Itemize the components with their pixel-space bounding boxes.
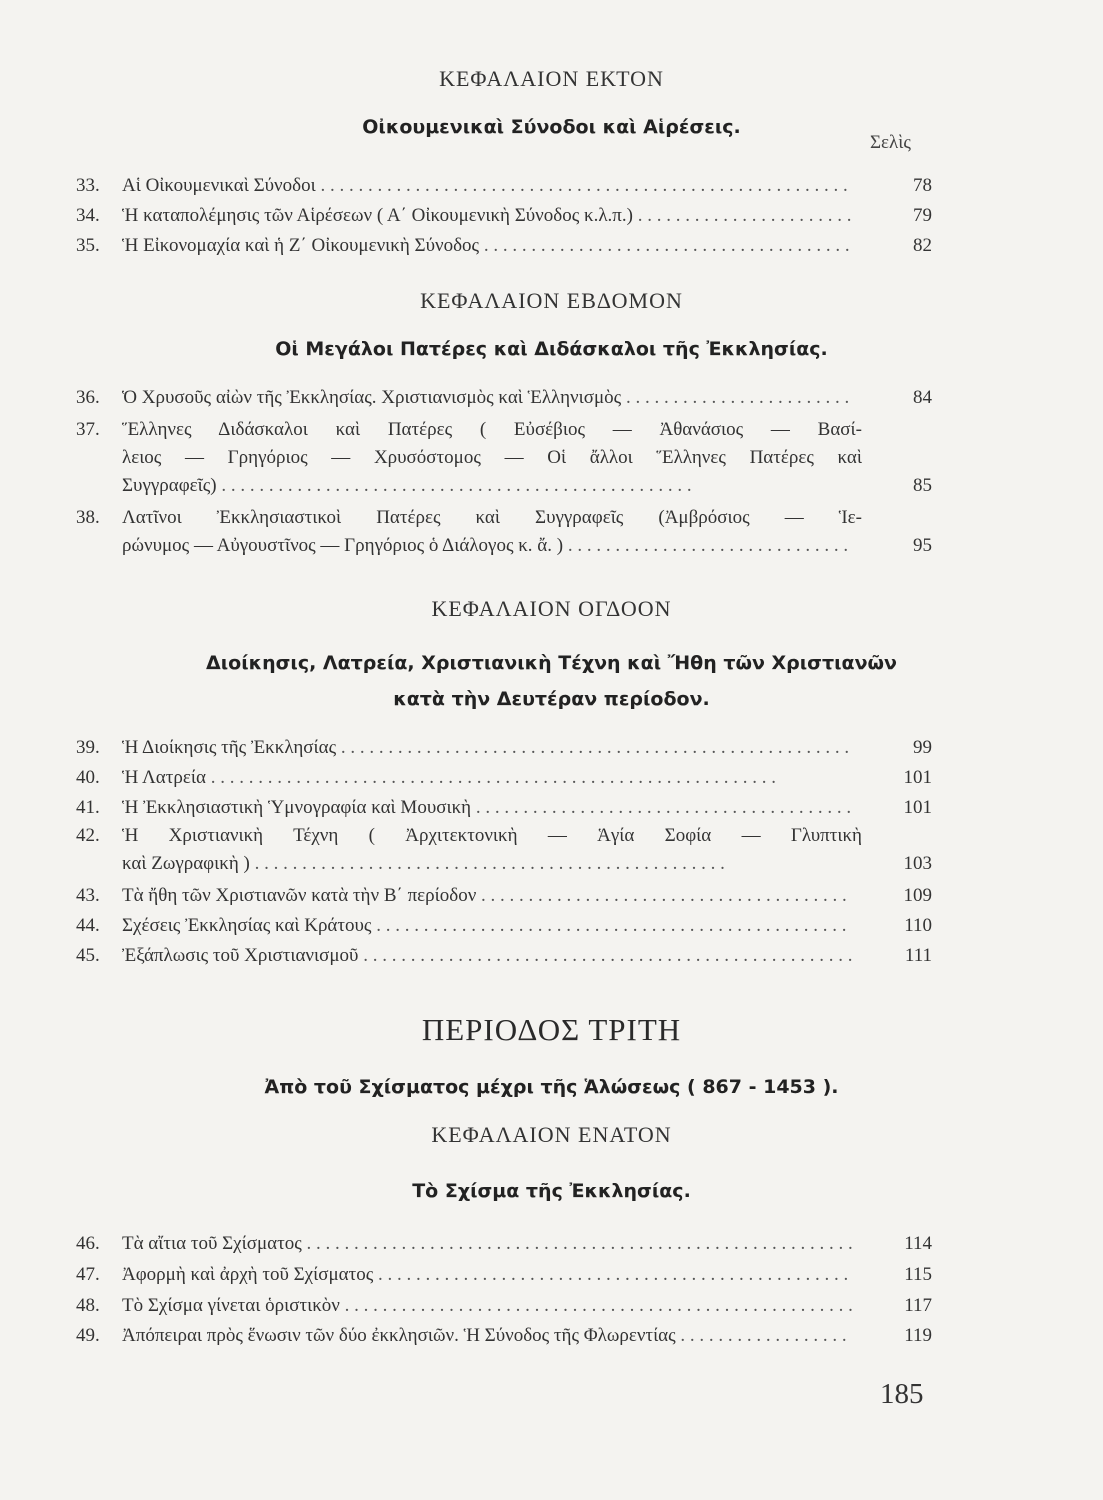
toc-entry-49	[76, 1322, 932, 1350]
entry-page: 111	[904, 945, 932, 966]
toc-entry-41	[76, 794, 932, 822]
toc-entry-39	[76, 734, 932, 762]
entry-title: Τὸ Σχίσμα γίνεται ὁριστικὸν . . .	[122, 1292, 852, 1320]
toc-entry-36	[76, 384, 932, 412]
entry-title: Ἡ Ἐκκλησιαστικὴ Ὑμνογραφία καὶ Μουσικὴ . . .	[122, 794, 852, 822]
chapter-six-heading: ΚΕΦΑΛΑΙΟΝ ΕΚΤΟΝ	[439, 66, 664, 91]
chapter-nine-heading: ΚΕΦΑΛΑΙΟΝ ΕΝΑΤΟΝ	[431, 1122, 672, 1147]
entry-number: 38.	[76, 507, 100, 528]
page-column-label: Σελὶς	[870, 132, 911, 153]
toc-entry-48	[76, 1292, 932, 1320]
entry-page: 79	[913, 205, 932, 226]
entry-number: 39.	[76, 737, 100, 758]
entry-title-line: καὶ Ζωγραφικὴ ) . . .	[122, 850, 852, 878]
entry-title-line: λειος — Γρηγόριος — Χρυσόστομος — Οἱ ἄλλοι Ἕλληνες Πατέρες καὶ	[122, 447, 862, 468]
chapter-seven-subtitle: Οἱ Μεγάλοι Πατέρες καὶ Διδάσκαλοι τῆς Ἐκκλησίας.	[275, 338, 828, 360]
entry-title: Ἡ Διοίκησις τῆς Ἐκκλησίας . . .	[122, 734, 852, 762]
entry-number: 47.	[76, 1264, 100, 1285]
entry-page: 103	[903, 853, 932, 874]
entry-number: 37.	[76, 419, 100, 440]
period-subtitle: Ἀπὸ τοῦ Σχίσματος μέχρι τῆς Ἁλώσεως ( 867 - 1453 ).	[264, 1076, 839, 1098]
entry-number: 48.	[76, 1295, 100, 1316]
entry-number: 49.	[76, 1325, 100, 1346]
entry-title: Σχέσεις Ἐκκλησίας καὶ Κράτους . . .	[122, 912, 852, 940]
period-title: ΠΕΡΙΟΔΟΣ ΤΡΙΤΗ	[421, 1012, 682, 1047]
entry-title-line: Λατῖνοι Ἐκκλησιαστικοὶ Πατέρες καὶ Συγγραφεῖς (Ἀμβρόσιος — Ἱε-	[122, 507, 862, 528]
entry-title: Ἡ Λατρεία . . .	[122, 764, 852, 792]
entry-page: 82	[913, 235, 932, 256]
entry-page: 109	[903, 885, 932, 906]
entry-page: 101	[903, 797, 932, 818]
toc-entry-38	[76, 504, 932, 560]
entry-number: 33.	[76, 175, 100, 196]
entry-page: 78	[913, 175, 932, 196]
entry-page: 114	[904, 1233, 932, 1254]
entry-title-line: Ἕλληνες Διδάσκαλοι καὶ Πατέρες ( Εὐσέβιος — Ἀθανάσιος — Βασί-	[122, 419, 862, 440]
entry-title: Τὰ αἴτια τοῦ Σχίσματος . . .	[122, 1230, 852, 1258]
entry-page: 115	[904, 1264, 932, 1285]
entry-title-line: Συγγραφεῖς) . . .	[122, 472, 852, 500]
entry-page: 117	[904, 1295, 932, 1316]
toc-entry-46	[76, 1230, 932, 1258]
toc-entry-37	[76, 416, 932, 500]
entry-page: 110	[904, 915, 932, 936]
toc-entry-44	[76, 912, 932, 940]
entry-title: Ἀπόπειραι πρὸς ἕνωσιν τῶν δύο ἐκκλησιῶν. Ἡ Σύνοδος τῆς Φλωρεντίας . . .	[122, 1322, 852, 1350]
entry-title-line: ρώνυμος — Αὐγουστῖνος — Γρηγόριος ὁ Διάλογος κ. ἄ. ) . . .	[122, 532, 852, 560]
entry-number: 36.	[76, 387, 100, 408]
toc-entry-40	[76, 764, 932, 792]
toc-entry-42	[76, 822, 932, 878]
entry-page: 84	[913, 387, 932, 408]
entry-title: Ἡ καταπολέμησις τῶν Αἱρέσεων ( Α΄ Οἰκουμενικὴ Σύνοδος κ.λ.π.) . . .	[122, 202, 852, 230]
entry-number: 35.	[76, 235, 100, 256]
entry-number: 42.	[76, 825, 100, 846]
toc-entry-47	[76, 1261, 932, 1289]
chapter-nine-subtitle: Τὸ Σχίσμα τῆς Ἐκκλησίας.	[412, 1180, 691, 1202]
entry-number: 43.	[76, 885, 100, 906]
entry-title: Αἱ Οἰκουμενικαὶ Σύνοδοι . . .	[122, 172, 852, 200]
chapter-eight-heading: ΚΕΦΑΛΑΙΟΝ ΟΓΔΟΟΝ	[431, 596, 672, 621]
entry-page: 119	[904, 1325, 932, 1346]
chapter-seven-heading: ΚΕΦΑΛΑΙΟΝ ΕΒΔΟΜΟΝ	[420, 288, 683, 313]
entry-number: 41.	[76, 797, 100, 818]
toc-entry-35	[76, 232, 932, 260]
entry-number: 44.	[76, 915, 100, 936]
chapter-six-subtitle: Οἰκουμενικαὶ Σύνοδοι καὶ Αἱρέσεις.	[362, 116, 741, 138]
toc-entry-43	[76, 882, 932, 910]
entry-title: Ἡ Εἰκονομαχία καὶ ἡ Ζ΄ Οἰκουμενικὴ Σύνοδος . . .	[122, 232, 852, 260]
entry-title: Ὁ Χρυσοῦς αἰὼν τῆς Ἐκκλησίας. Χριστιανισμὸς καὶ Ἑλληνισμὸς . . .	[122, 384, 852, 412]
toc-entry-34	[76, 202, 932, 230]
entry-page: 95	[913, 535, 932, 556]
entry-number: 45.	[76, 945, 100, 966]
entry-number: 46.	[76, 1233, 100, 1254]
entry-title: Ἀφορμὴ καὶ ἀρχὴ τοῦ Σχίσματος . . .	[122, 1261, 852, 1289]
entry-page: 85	[913, 475, 932, 496]
page-number: 185	[880, 1378, 924, 1410]
chapter-eight-subtitle-line1: Διοίκησις, Λατρεία, Χριστιανικὴ Τέχνη καὶ Ἤθη τῶν Χριστιανῶν	[206, 652, 897, 674]
entry-page: 99	[913, 737, 932, 758]
entry-page: 101	[903, 767, 932, 788]
entry-title: Τὰ ἤθη τῶν Χριστιανῶν κατὰ τὴν Β΄ περίοδον . . .	[122, 882, 852, 910]
chapter-eight-subtitle-line2: κατὰ τὴν Δευτέραν περίοδον.	[393, 688, 710, 710]
entry-title-line: Ἡ Χριστιανικὴ Τέχνη ( Ἀρχιτεκτονικὴ — Ἁγία Σοφία — Γλυπτικὴ	[122, 825, 862, 846]
toc-entry-45	[76, 942, 932, 970]
toc-entry-33	[76, 172, 932, 200]
entry-title: Ἐξάπλωσις τοῦ Χριστιανισμοῦ . . .	[122, 942, 852, 970]
entry-number: 40.	[76, 767, 100, 788]
entry-number: 34.	[76, 205, 100, 226]
